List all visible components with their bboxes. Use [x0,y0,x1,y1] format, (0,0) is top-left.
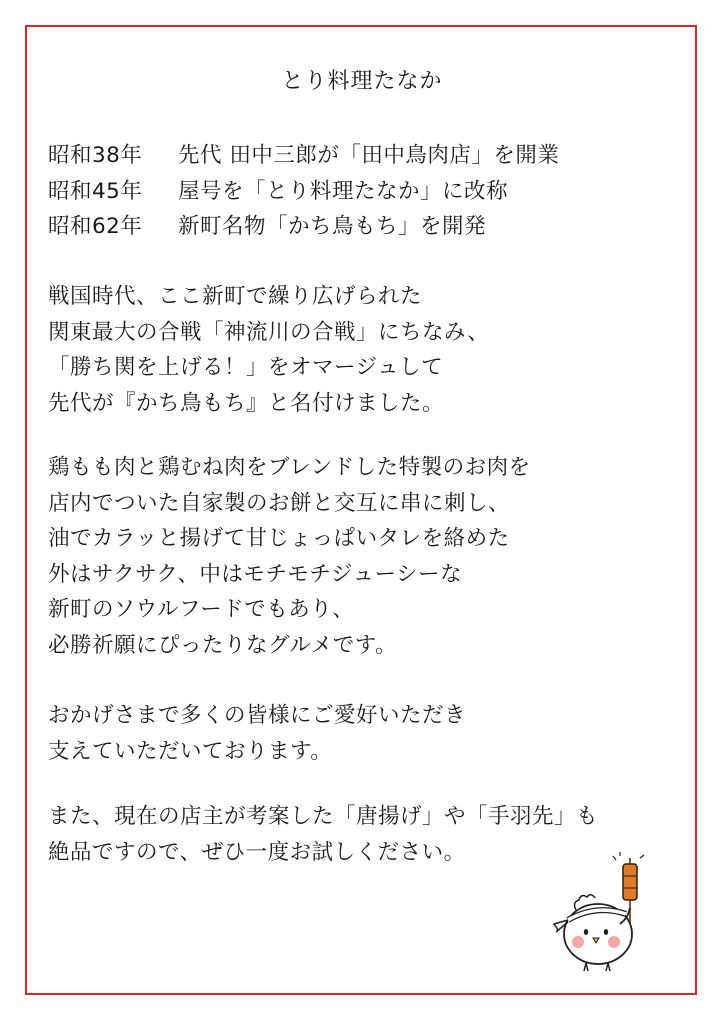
text-line: 先代が『かち鳥もち』と名付けました。 [48,390,445,416]
chicken-mascot-icon [546,852,646,980]
paragraph-recommend [48,799,598,870]
history-event: 新町名物「かち鳥もち」を開発 [178,214,487,239]
history-row [48,174,559,210]
paragraph-origin [48,279,489,421]
history-list [48,138,559,245]
paragraph-thanks [48,698,466,769]
text-line: 絶品ですので、ぜひ一度お試しください。 [48,839,466,865]
text-line: 支えていただいております。 [48,738,333,764]
history-year: 昭和62年 [48,214,143,239]
text-line: 外はサクサク、中はモチモチジューシーな [48,561,463,587]
text-line: 必勝祈願にぴったりなグルメです。 [48,632,397,658]
history-event: 屋号を「とり料理たなか」に改称 [178,178,509,204]
text-line: 「勝ち関を上げる！」をオマージュして [48,355,444,380]
text-line: おかげさまで多くの皆様にご愛好いただき [48,703,467,728]
page-title: とり料理たなか [281,69,443,94]
history-event: 先代 田中三郎が「田中鳥肉店」を開業 [178,143,560,168]
history-year: 昭和38年 [48,143,143,168]
paragraph-description [48,450,531,663]
history-row [48,138,559,174]
text-line: 戦国時代、ここ新町で繰り広げられた [48,284,423,309]
text-line: 関東最大の合戦「神流川の合戦」にちなみ、 [48,319,490,345]
history-year: 昭和45年 [48,178,143,204]
history-row [48,209,559,245]
text-line: また、現在の店主が考案した「唐揚げ」や「手羽先」も [48,804,599,829]
text-line: 鶏もも肉と鶏むね肉をブレンドした特製のお肉を [48,455,531,480]
text-line: 油でカラッと揚げて甘じょっぱいタレを絡めた [48,526,510,551]
text-line: 店内でついた自家製のお餅と交互に串に刺し、 [48,490,511,516]
text-line: 新町のソウルフードでもあり、 [48,597,355,622]
